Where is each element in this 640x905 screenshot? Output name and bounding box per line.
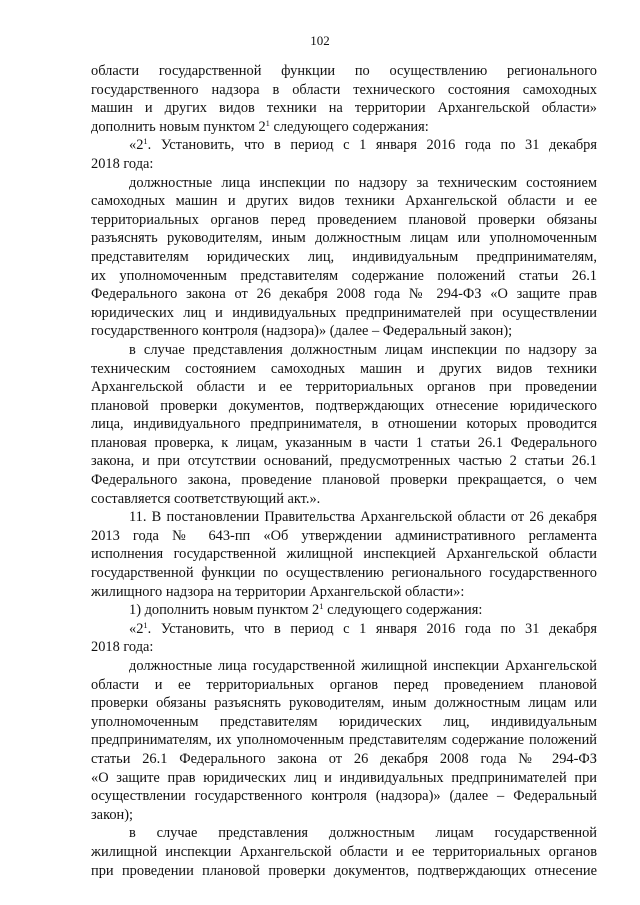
line-text: «2 xyxy=(129,137,144,154)
text-line: государственного надзора в области технического состояния самоходных xyxy=(91,81,597,98)
line-text-after: . Установить, что в период с 1 января 2016 года по 31 декабря xyxy=(147,620,597,637)
line-text: дополнить новым пунктом 2 xyxy=(91,118,266,135)
text-line: составляется соответствующий акт.». xyxy=(91,490,321,507)
text-line: территориальных органов перед проведением плановой проверки обязаны xyxy=(91,211,597,228)
text-line: должностные лица государственной жилищной инспекции Архангельской xyxy=(129,658,597,674)
text-line: представителям юридических лиц, индивидуальным предпринимателям, xyxy=(91,248,597,265)
text-line: разъяснять руководителям, иным должностным лицам или уполномоченным xyxy=(91,230,597,247)
text-line: 2013 года № 643-пп «Об утверждении административного регламента xyxy=(91,527,597,544)
text-line: проверки обязаны разъяснять руководителям, иным должностным лицам или xyxy=(91,695,597,712)
text-line: «О защите прав юридических лиц и индивидуальных предпринимателей при xyxy=(91,769,597,786)
line-text-after: следующего содержания: xyxy=(269,118,429,135)
page-number: 102 xyxy=(310,33,330,48)
text-line xyxy=(91,118,597,137)
text-line xyxy=(91,601,597,620)
text-line: при проведении плановой проверки документов, подтверждающих отнесение xyxy=(91,862,597,879)
text-line: самоходных машин и других видов техники Архангельской области и ее xyxy=(91,193,597,210)
text-line: государственного контроля (надзора)» (далее – Федеральный закон); xyxy=(91,323,513,340)
text-line: лица, индивидуального предпринимателя, в отношении которых проводится xyxy=(91,416,597,433)
text-line: Архангельской области и ее территориальных органов при проведении xyxy=(91,379,597,396)
text-line xyxy=(91,620,597,639)
text-line: Федерального закона, проведение плановой проверки прекращается, о чем xyxy=(91,472,597,489)
superscript: 1 xyxy=(319,601,324,612)
text-line: уполномоченным представителям юридических лиц, индивидуальным xyxy=(91,713,597,730)
line-text: 1) дополнить новым пунктом 2 xyxy=(129,602,320,619)
line-text-after: следующего содержания: xyxy=(323,602,483,619)
text-line: техническим состоянием самоходных машин и других видов техники xyxy=(91,360,597,377)
text-line: исполнения государственной жилищной инспекцией Архангельской области xyxy=(91,546,597,563)
text-line: в случае представления должностным лицам государственной xyxy=(129,825,597,842)
text-line: в случае представления должностным лицам инспекции по надзору за xyxy=(129,341,597,358)
superscript: 1 xyxy=(265,117,270,128)
text-line: плановой проверки документов, подтверждающих отнесение юридического xyxy=(91,397,597,414)
text-line: 2018 года: xyxy=(91,155,154,172)
document-body xyxy=(91,62,597,880)
text-line: государственной функции по осуществлению регионального государственного xyxy=(91,565,597,582)
superscript: 1 xyxy=(143,136,148,147)
text-line: осуществлении государственного контроля (надзора)» (далее – Федеральный xyxy=(91,788,597,805)
superscript: 1 xyxy=(143,619,148,630)
line-text: «2 xyxy=(129,620,144,637)
text-line: плановая проверка, к лицам, указанным в части 1 статьи 26.1 Федерального xyxy=(91,434,597,451)
text-line: машин и других видов техники на территории Архангельской области» xyxy=(91,100,597,117)
text-line: жилищного надзора на территории Архангельской области»: xyxy=(91,583,465,600)
text-line xyxy=(91,136,597,155)
text-line: 2018 года: xyxy=(91,639,154,656)
line-text-after: . Установить, что в период с 1 января 2016 года по 31 декабря xyxy=(147,137,597,154)
text-line: предпринимателям, их уполномоченным представителям содержание положений xyxy=(91,732,597,749)
text-line: области государственной функции по осуществлению регионального xyxy=(91,63,597,79)
text-line: закона, и при отсутствии оснований, предусмотренных частью 2 статьи 26.1 xyxy=(91,453,597,470)
text-line: закон); xyxy=(91,806,134,823)
text-line: юридических лиц и индивидуальных предпринимателей при осуществлении xyxy=(91,304,597,321)
text-line: области и ее территориальных органов перед проведением плановой xyxy=(91,676,597,693)
text-line: статьи 26.1 Федерального закона от 26 декабря 2008 года № 294-ФЗ xyxy=(91,750,597,767)
text-line: их уполномоченным представителям содержание положений статьи 26.1 xyxy=(91,267,597,284)
text-line: Федерального закона от 26 декабря 2008 года № 294-ФЗ «О защите прав xyxy=(91,286,597,303)
text-line: должностные лица инспекции по надзору за техническим состоянием xyxy=(129,174,597,191)
text-line: жилищной инспекции Архангельской области и ее территориальных органов xyxy=(91,843,597,860)
text-line: 11. В постановлении Правительства Архангельской области от 26 декабря xyxy=(129,509,597,526)
